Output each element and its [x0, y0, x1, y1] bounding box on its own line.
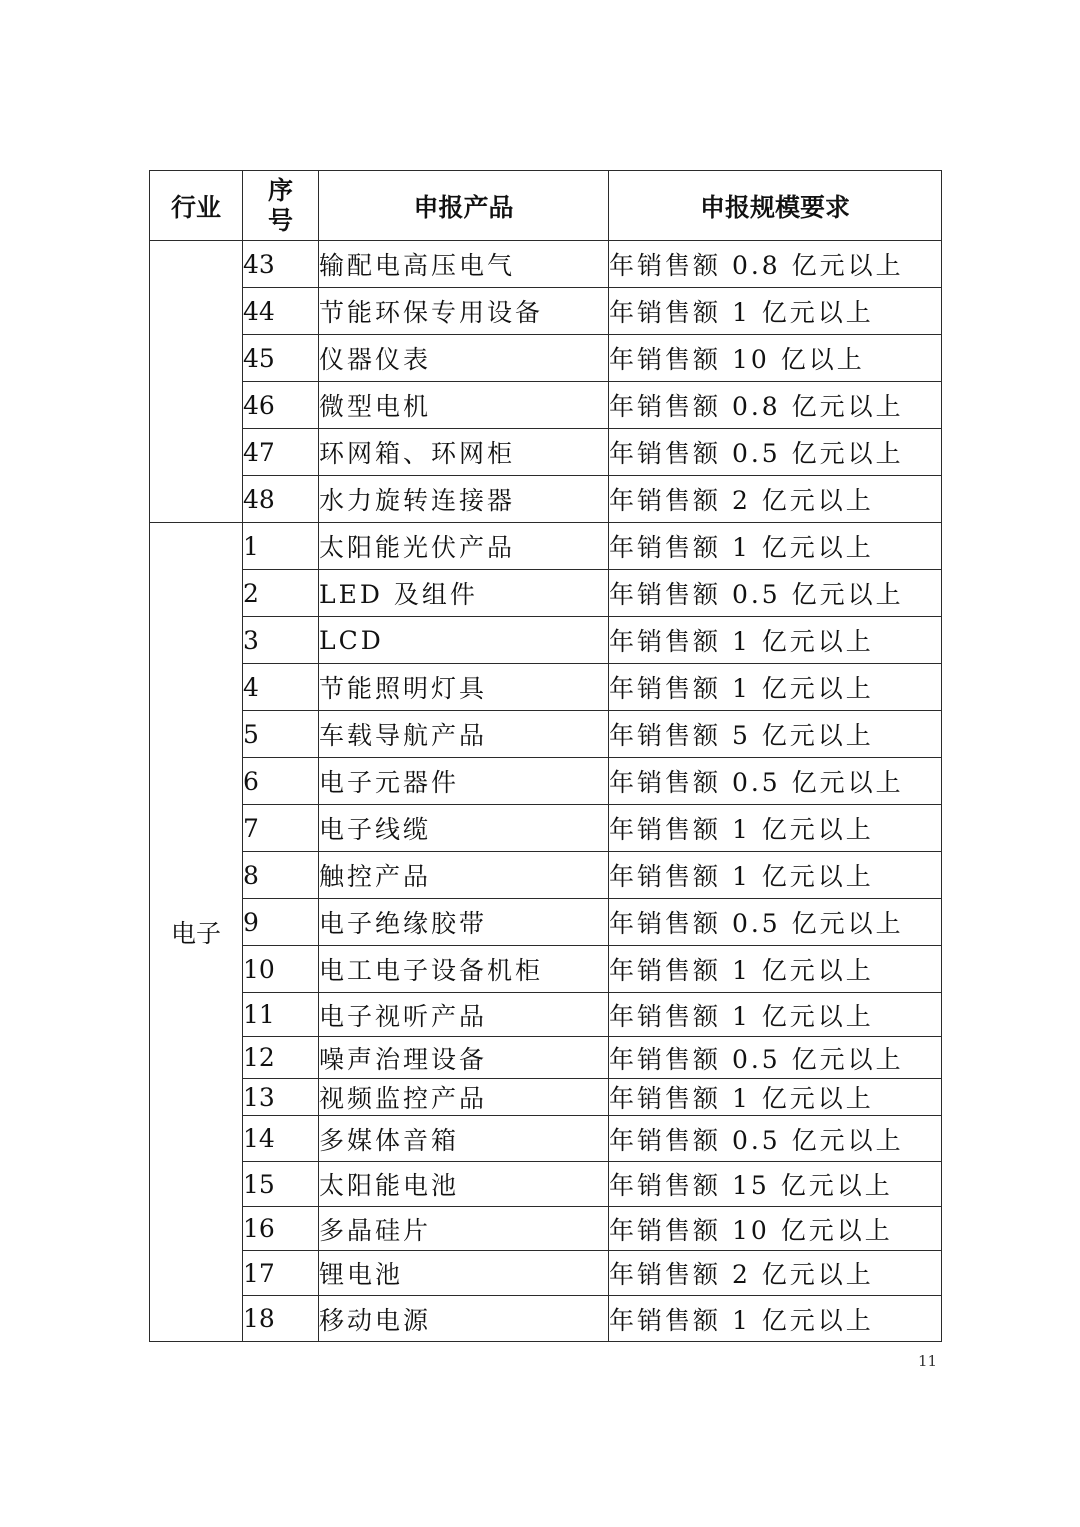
table-row	[150, 993, 942, 1037]
product-cell: 移动电源	[319, 1296, 609, 1342]
product-cell: 电子线缆	[319, 805, 609, 852]
table-row	[150, 1116, 942, 1162]
table-row	[150, 899, 942, 946]
product-cell: LED 及组件	[319, 570, 609, 617]
table-row	[150, 570, 942, 617]
product-cell: 电子绝缘胶带	[319, 899, 609, 946]
product-cell: 仪器仪表	[319, 335, 609, 382]
table-row	[150, 476, 942, 523]
product-cell: 输配电高压电气	[319, 241, 609, 288]
seq-cell: 7	[243, 805, 319, 852]
requirement-cell: 年销售额 1 亿元以上	[609, 946, 942, 993]
table-row	[150, 335, 942, 382]
product-cell: 太阳能光伏产品	[319, 523, 609, 570]
seq-cell: 14	[243, 1116, 319, 1162]
seq-cell: 47	[243, 429, 319, 476]
table-row	[150, 1296, 942, 1342]
table-row	[150, 288, 942, 335]
requirement-cell: 年销售额 1 亿元以上	[609, 1079, 942, 1116]
requirement-cell: 年销售额 1 亿元以上	[609, 1296, 942, 1342]
table-row	[150, 1162, 942, 1207]
seq-cell: 44	[243, 288, 319, 335]
product-cell: 车载导航产品	[319, 711, 609, 758]
requirement-cell: 年销售额 1 亿元以上	[609, 993, 942, 1037]
seq-cell: 9	[243, 899, 319, 946]
header-product: 申报产品	[319, 171, 609, 241]
seq-cell: 17	[243, 1251, 319, 1296]
table-row	[150, 852, 942, 899]
table-row	[150, 1251, 942, 1296]
requirement-cell: 年销售额 5 亿元以上	[609, 711, 942, 758]
table-row	[150, 617, 942, 664]
product-cell: 太阳能电池	[319, 1162, 609, 1207]
requirement-cell: 年销售额 0.5 亿元以上	[609, 899, 942, 946]
requirement-cell: 年销售额 1 亿元以上	[609, 852, 942, 899]
header-seq-bottom: 号	[267, 205, 293, 235]
table-row	[150, 805, 942, 852]
header-industry: 行业	[150, 171, 243, 241]
seq-cell: 11	[243, 993, 319, 1037]
table-row	[150, 946, 942, 993]
seq-cell: 8	[243, 852, 319, 899]
seq-cell: 13	[243, 1079, 319, 1116]
product-cell: 微型电机	[319, 382, 609, 429]
product-cell: 节能环保专用设备	[319, 288, 609, 335]
seq-cell: 43	[243, 241, 319, 288]
table-header-row	[150, 171, 942, 241]
seq-cell: 1	[243, 523, 319, 570]
seq-cell: 48	[243, 476, 319, 523]
header-seq	[243, 171, 319, 241]
requirement-cell: 年销售额 1 亿元以上	[609, 805, 942, 852]
table-row	[150, 1037, 942, 1079]
seq-cell: 46	[243, 382, 319, 429]
header-seq-top: 序	[267, 175, 293, 205]
product-cell: 锂电池	[319, 1251, 609, 1296]
product-cell: 视频监控产品	[319, 1079, 609, 1116]
seq-cell: 15	[243, 1162, 319, 1207]
requirement-cell: 年销售额 1 亿元以上	[609, 523, 942, 570]
requirement-cell: 年销售额 0.5 亿元以上	[609, 429, 942, 476]
seq-cell: 18	[243, 1296, 319, 1342]
seq-cell: 2	[243, 570, 319, 617]
requirement-cell: 年销售额 0.8 亿元以上	[609, 241, 942, 288]
requirement-cell: 年销售额 15 亿元以上	[609, 1162, 942, 1207]
table-body	[150, 241, 942, 1342]
table-row	[150, 382, 942, 429]
product-cell: 触控产品	[319, 852, 609, 899]
requirement-cell: 年销售额 0.5 亿元以上	[609, 1116, 942, 1162]
requirement-cell: 年销售额 10 亿以上	[609, 335, 942, 382]
page-number: 11	[918, 1352, 938, 1370]
requirement-cell: 年销售额 2 亿元以上	[609, 1251, 942, 1296]
product-cell: 节能照明灯具	[319, 664, 609, 711]
product-cell: 电工电子设备机柜	[319, 946, 609, 993]
seq-cell: 12	[243, 1037, 319, 1079]
product-cell: 多晶硅片	[319, 1207, 609, 1251]
requirement-cell: 年销售额 0.5 亿元以上	[609, 570, 942, 617]
table-row	[150, 711, 942, 758]
seq-cell: 45	[243, 335, 319, 382]
requirement-cell: 年销售额 2 亿元以上	[609, 476, 942, 523]
industry-cell	[150, 241, 243, 523]
product-cell: 水力旋转连接器	[319, 476, 609, 523]
requirement-cell: 年销售额 1 亿元以上	[609, 288, 942, 335]
product-cell: 电子视听产品	[319, 993, 609, 1037]
table-row	[150, 523, 942, 570]
requirement-cell: 年销售额 0.5 亿元以上	[609, 1037, 942, 1079]
product-cell: 环网箱、环网柜	[319, 429, 609, 476]
product-cell: 多媒体音箱	[319, 1116, 609, 1162]
table-row	[150, 1207, 942, 1251]
product-cell: 噪声治理设备	[319, 1037, 609, 1079]
requirement-cell: 年销售额 1 亿元以上	[609, 617, 942, 664]
seq-cell: 5	[243, 711, 319, 758]
table-row	[150, 241, 942, 288]
seq-cell: 6	[243, 758, 319, 805]
product-requirements-table	[149, 170, 942, 1342]
seq-cell: 10	[243, 946, 319, 993]
seq-cell: 3	[243, 617, 319, 664]
seq-cell: 4	[243, 664, 319, 711]
industry-cell: 电子	[150, 523, 243, 1342]
table-row	[150, 664, 942, 711]
seq-cell: 16	[243, 1207, 319, 1251]
table-row	[150, 429, 942, 476]
table-row	[150, 758, 942, 805]
requirement-cell: 年销售额 1 亿元以上	[609, 664, 942, 711]
product-cell: LCD	[319, 617, 609, 664]
requirement-cell: 年销售额 0.8 亿元以上	[609, 382, 942, 429]
requirement-cell: 年销售额 0.5 亿元以上	[609, 758, 942, 805]
product-cell: 电子元器件	[319, 758, 609, 805]
header-requirement: 申报规模要求	[609, 171, 942, 241]
table-row	[150, 1079, 942, 1116]
requirement-cell: 年销售额 10 亿元以上	[609, 1207, 942, 1251]
